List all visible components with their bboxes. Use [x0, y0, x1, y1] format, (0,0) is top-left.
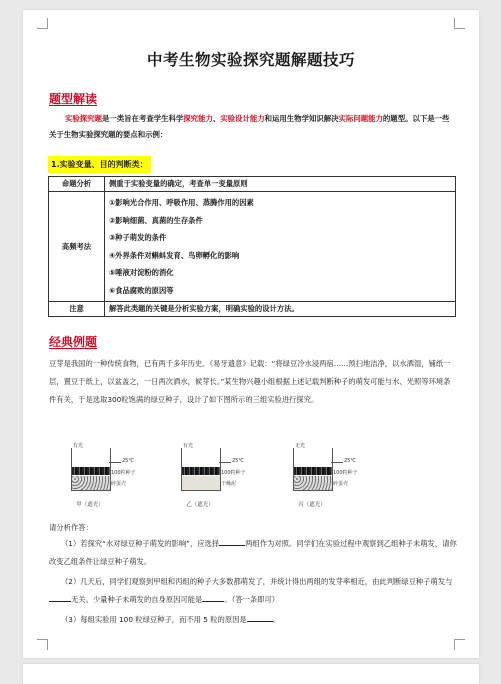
list-item: ⑤唾液对淀粉的消化	[109, 268, 174, 277]
margin-corner-mark	[37, 18, 48, 29]
light-label: 有光	[73, 443, 84, 449]
answer-blank[interactable]	[219, 537, 245, 546]
figure-caption: 甲（遮光）	[76, 502, 104, 508]
document-title: 中考生物实验探究题解题技巧	[146, 51, 355, 69]
seed-label: 100粒种子	[111, 470, 136, 476]
question-text: （3）每组实验用 100 粒绿豆种子，而不用 5 粒的原因是	[61, 615, 247, 624]
intro-paragraph	[49, 111, 455, 143]
question-text: 无关。少量种子未萌发的自身原因可能是	[71, 595, 203, 604]
question-3	[49, 611, 457, 629]
highlighted-subheading: 1.实验变量、目的判断类：	[48, 156, 151, 173]
table-value-list	[105, 192, 456, 302]
section-heading-analysis: 题型解读	[49, 92, 98, 106]
table-row	[49, 302, 456, 317]
container-icon	[71, 448, 111, 491]
seed-label: 100粒种子	[333, 470, 358, 476]
intro-term: 实验设计能力	[220, 114, 265, 123]
figure-caption: 乙（遮光）	[186, 502, 214, 508]
question-1	[49, 535, 457, 571]
pointer-line	[109, 462, 121, 463]
intro-term: 探究能力	[183, 114, 213, 123]
intro-text: 、	[212, 114, 221, 123]
question-2	[49, 573, 457, 609]
example-paragraph: 豆芽是我国的一种传统食物，已有两千多年历史。《易牙遗意》记载：“将绿豆冷水浸两宿……预扫地洁净，以水洒湿，铺纸一层，置豆于纸上，以盆盖之，一日两次洒水，候芽长。”某生物兴趣小组根据上述记载判断种子的萌发可能与水、光照等环境条件有关，于是选取300粒饱满的绿豆种子，设计了如下图所示的三组实验进行探究。	[49, 359, 451, 404]
document-page	[23, 10, 479, 658]
question-text: （2）几天后，同学们观察到甲组和丙组的种子大多数都萌发了，并统计得出两组的发芽率相近，由此判断绿豆种子萌发与	[61, 577, 453, 586]
experiment-figure-yi	[155, 442, 265, 508]
table-key: 命题分析	[49, 177, 105, 192]
intro-text: 的题型。以下是一些关于生物实验探究题的要点和示例：	[49, 114, 450, 139]
light-label: 无光	[295, 443, 306, 449]
question-text: （1）若探究“水对绿豆种子萌发的影响”，应选择	[61, 539, 220, 548]
list-item: ③种子萌发的条件	[109, 233, 167, 242]
table-row	[49, 177, 456, 192]
question-text: 。	[272, 615, 281, 624]
seed-layer	[294, 467, 332, 475]
seed-layer	[182, 467, 220, 475]
experiment-figure-bing	[267, 442, 377, 508]
list-item: ⑥食品腐败的原因等	[109, 285, 174, 295]
pointer-line	[331, 462, 343, 463]
answer-blank[interactable]	[247, 613, 273, 622]
question-text: 。（答一条即可）	[224, 595, 280, 604]
stone-layer	[294, 476, 332, 490]
table-value: 解答此类题的关键是分析实验方案，明确实验的设计方法。	[105, 302, 456, 317]
margin-corner-mark	[37, 639, 48, 650]
temp-label: 25℃	[122, 458, 134, 464]
temp-label: 25℃	[232, 458, 244, 464]
dry-soil-layer	[182, 476, 220, 490]
intro-text: 是一类旨在考查学生科学	[101, 114, 184, 123]
table-key: 高频考法	[49, 192, 105, 302]
container-icon	[181, 448, 221, 491]
seed-label: 100粒种子	[221, 470, 246, 476]
experiment-figure-jia	[45, 442, 155, 508]
margin-corner-mark	[454, 18, 465, 29]
temp-label: 25℃	[344, 458, 356, 464]
intro-term: 实验探究题	[65, 114, 102, 123]
base-label: 碎蛋壳	[111, 481, 127, 487]
answer-blank[interactable]	[202, 593, 224, 602]
question-heading: 请分析作答：	[49, 523, 93, 532]
intro-text: 和运用生物学知识解决	[264, 114, 339, 123]
margin-corner-mark	[454, 639, 465, 650]
pointer-line	[219, 462, 231, 463]
light-label: 有光	[183, 443, 194, 449]
stone-layer	[72, 476, 110, 490]
intro-term: 实际问题能力	[338, 114, 383, 123]
list-item: ②影响细菌、真菌的生存条件	[109, 215, 203, 225]
answer-blank[interactable]	[49, 593, 71, 602]
list-item: ①影响光合作用、呼吸作用、蒸腾作用的因素	[109, 198, 254, 207]
table-row	[49, 192, 456, 302]
table-value: 侧重于实验变量的确定，考查单一变量原则	[105, 177, 456, 192]
figure-caption: 丙（遮光）	[298, 502, 326, 508]
seed-layer	[72, 467, 110, 475]
section-heading-examples: 经典例题	[49, 335, 98, 349]
list-item: ④外界条件对蝌蚪发育、鸟卵孵化的影响	[109, 250, 240, 260]
question-text: 两组作为对照。同学们在实验过程中观察到乙组种子未萌发，请你改变乙组条件让绿豆种子萌发。	[49, 539, 457, 566]
base-label: 干燥泥	[221, 481, 237, 487]
table-key: 注意	[49, 302, 105, 317]
question-type-table	[48, 176, 456, 317]
next-page	[23, 664, 479, 684]
base-label: 碎蛋壳	[333, 481, 349, 487]
container-icon	[293, 448, 333, 491]
